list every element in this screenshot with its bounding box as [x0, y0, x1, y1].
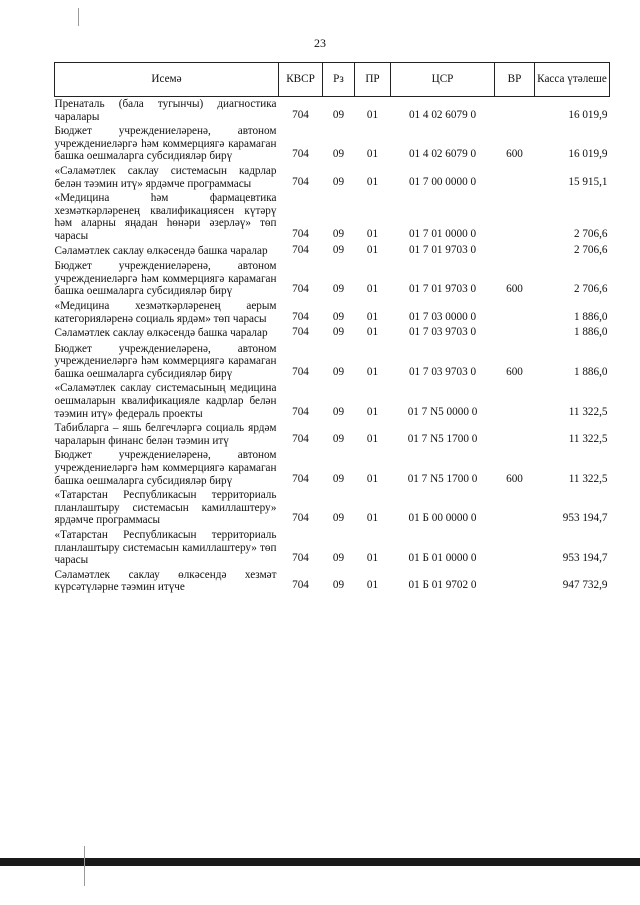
- row-rz: 09: [332, 243, 345, 256]
- row-csr: 01 7 03 0000 0: [408, 310, 477, 323]
- row-pr: 01: [366, 326, 379, 339]
- row-csr: 01 7 01 9703 0: [408, 243, 477, 256]
- row-vr: [495, 528, 535, 568]
- row-kvsr: 704: [292, 283, 309, 296]
- row-name: «Медицина һәм фармацевтика хезмәткәрләренең квалификациясен күтәрү һәм аларны яңадан һөнәри әзерләү» төп чарасы: [54, 192, 277, 242]
- row-vr: [495, 381, 535, 421]
- row-pr: 01: [366, 579, 379, 592]
- row-rz: 09: [332, 175, 345, 188]
- row-name: Бюджет учреждениеләренә, автоном учреждениеләргә һәм коммерциягә карамаган башка оешмаларга субсидияләр бирү: [54, 449, 277, 487]
- row-vr: [495, 164, 535, 191]
- row-csr: 01 4 02 6079 0: [408, 108, 477, 121]
- row-csr: 01 7 03 9703 0: [408, 326, 477, 339]
- row-vr: [495, 244, 535, 260]
- table-row: [55, 381, 610, 421]
- row-name: «Сәламәтлек саклау системасын кадрлар белән тәэмин итү» ярдәмче программасы: [54, 164, 277, 190]
- row-pr: 01: [366, 243, 379, 256]
- row-amount: 11 322,5: [568, 472, 608, 485]
- row-csr: 01 7 00 0000 0: [408, 175, 477, 188]
- table-row: [55, 448, 610, 488]
- row-rz: 09: [332, 326, 345, 339]
- row-csr: 01 7 N5 1700 0: [407, 432, 478, 445]
- header-pr: ПР: [355, 63, 391, 97]
- row-pr: 01: [366, 227, 379, 240]
- row-amount: 1 886,0: [573, 365, 608, 378]
- table-row: [55, 568, 610, 595]
- row-kvsr: 704: [292, 579, 309, 592]
- row-pr: 01: [366, 365, 379, 378]
- table-row: [55, 124, 610, 164]
- row-name: Пренаталь (бала тугынчы) диагностика чаралары: [54, 98, 277, 123]
- header-kvsr: КВСР: [279, 63, 323, 97]
- row-pr: 01: [366, 148, 379, 161]
- row-rz: 09: [332, 552, 345, 565]
- row-vr: 600: [506, 472, 523, 485]
- row-amount: 1 886,0: [573, 310, 608, 323]
- table-row: [55, 421, 610, 448]
- row-rz: 09: [332, 512, 345, 525]
- table-row: [55, 259, 610, 299]
- row-rz: 09: [332, 579, 345, 592]
- table-row: [55, 164, 610, 191]
- row-csr: 01 4 02 6079 0: [408, 148, 477, 161]
- header-csr: ЦСР: [391, 63, 495, 97]
- row-name: Бюджет учреждениеләренә, автоном учреждениеләргә һәм коммерциягә карамаган башка оешмаларга субсидияләр бирү: [54, 125, 277, 163]
- row-rz: 09: [332, 432, 345, 445]
- row-kvsr: 704: [292, 405, 309, 418]
- row-name: Бюджет учреждениеләренә, автоном учреждениеләргә һәм коммерциягә карамаган башка оешмаларга субсидияләр бирү: [54, 342, 277, 380]
- row-amount: 2 706,6: [573, 283, 608, 296]
- row-rz: 09: [332, 310, 345, 323]
- row-pr: 01: [366, 108, 379, 121]
- row-amount: 2 706,6: [573, 227, 608, 240]
- row-kvsr: 704: [292, 243, 309, 256]
- row-pr: 01: [366, 472, 379, 485]
- row-csr: 01 7 01 9703 0: [408, 283, 477, 296]
- row-name: Сәламәтлек саклау өлкәсендә башка чаралар: [54, 327, 268, 340]
- row-rz: 09: [332, 405, 345, 418]
- row-name: «Татарстан Республикасын территориаль планлаштыру системасын камиллаштеру» төп чарасы: [54, 529, 277, 567]
- row-amount: 1 886,0: [573, 326, 608, 339]
- row-vr: 600: [506, 148, 523, 161]
- row-amount: 953 194,7: [562, 512, 608, 525]
- scan-artifact-mark: [78, 8, 79, 26]
- row-csr: 01 Б 00 0000 0: [408, 512, 477, 525]
- table-row: [55, 342, 610, 382]
- table-row: [55, 97, 610, 125]
- scan-artifact-mark: [84, 846, 85, 886]
- row-kvsr: 704: [292, 512, 309, 525]
- row-amount: 947 732,9: [562, 579, 608, 592]
- row-amount: 953 194,7: [562, 552, 608, 565]
- row-pr: 01: [366, 283, 379, 296]
- header-rz: Рз: [323, 63, 355, 97]
- row-amount: 16 019,9: [568, 148, 608, 161]
- header-vr: ВР: [495, 63, 535, 97]
- table-row: [55, 326, 610, 342]
- row-rz: 09: [332, 472, 345, 485]
- row-vr: [495, 488, 535, 528]
- row-amount: 16 019,9: [568, 108, 608, 121]
- row-name: Сәламәтлек саклау өлкәсендә хезмәт күрсәтүләрне тәэмин итүче: [54, 568, 277, 594]
- row-kvsr: 704: [292, 175, 309, 188]
- row-kvsr: 704: [292, 552, 309, 565]
- row-name: Сәламәтлек саклау өлкәсендә башка чаралар: [54, 244, 268, 257]
- row-csr: 01 7 N5 0000 0: [407, 405, 478, 418]
- row-name: «Медицина хезмәткәрләренең аерым категорияләренә социаль ярдәм» төп чарасы: [54, 299, 277, 325]
- row-pr: 01: [366, 552, 379, 565]
- row-name: «Сәламәтлек саклау системасының медицина оешмаларын квалификацияле кадрлар белән тәэмин итү» федераль проекты: [54, 382, 277, 420]
- row-amount: 2 706,6: [573, 243, 608, 256]
- row-kvsr: 704: [292, 432, 309, 445]
- header-name: Исемә: [55, 63, 279, 97]
- row-vr: [495, 97, 535, 125]
- row-vr: [495, 191, 535, 243]
- table-header-row: [55, 63, 610, 97]
- row-name: «Татарстан Республикасын территориаль планлаштыру системасын камиллаштеру» ярдәмче программасы: [54, 489, 277, 527]
- row-vr: 600: [506, 365, 523, 378]
- row-csr: 01 7 03 9703 0: [408, 365, 477, 378]
- table-row: [55, 528, 610, 568]
- row-name: Бюджет учреждениеләренә, автоном учреждениеләргә һәм коммерциягә карамаган башка оешмаларга субсидияләр бирү: [54, 260, 277, 298]
- row-vr: 600: [506, 283, 523, 296]
- row-csr: 01 Б 01 0000 0: [408, 552, 477, 565]
- row-amount: 11 322,5: [568, 432, 608, 445]
- row-rz: 09: [332, 227, 345, 240]
- row-vr: [495, 421, 535, 448]
- row-pr: 01: [366, 432, 379, 445]
- row-kvsr: 704: [292, 326, 309, 339]
- scan-bottom-band: [0, 858, 640, 866]
- budget-table: [54, 62, 610, 595]
- row-amount: 11 322,5: [568, 405, 608, 418]
- row-name: Табибларга – яшь белгечләргә социаль ярдәм чараларын финанс белән тәэмин итү: [54, 422, 277, 447]
- row-vr: [495, 326, 535, 342]
- row-kvsr: 704: [292, 108, 309, 121]
- row-csr: 01 7 01 0000 0: [408, 227, 477, 240]
- row-kvsr: 704: [292, 148, 309, 161]
- table-row: [55, 299, 610, 326]
- table-row: [55, 244, 610, 260]
- row-csr: 01 7 N5 1700 0: [407, 472, 478, 485]
- table-row: [55, 191, 610, 243]
- row-kvsr: 704: [292, 472, 309, 485]
- row-amount: 15 915,1: [568, 175, 608, 188]
- table-row: [55, 488, 610, 528]
- row-vr: [495, 299, 535, 326]
- row-vr: [495, 568, 535, 595]
- row-pr: 01: [366, 175, 379, 188]
- row-kvsr: 704: [292, 365, 309, 378]
- row-pr: 01: [366, 512, 379, 525]
- row-csr: 01 Б 01 9702 0: [408, 579, 477, 592]
- row-rz: 09: [332, 108, 345, 121]
- row-rz: 09: [332, 365, 345, 378]
- header-kassa: Касса үтәлеше: [535, 63, 610, 97]
- row-rz: 09: [332, 283, 345, 296]
- row-kvsr: 704: [292, 310, 309, 323]
- row-pr: 01: [366, 405, 379, 418]
- row-kvsr: 704: [292, 227, 309, 240]
- row-pr: 01: [366, 310, 379, 323]
- row-rz: 09: [332, 148, 345, 161]
- page-number: 23: [314, 36, 326, 50]
